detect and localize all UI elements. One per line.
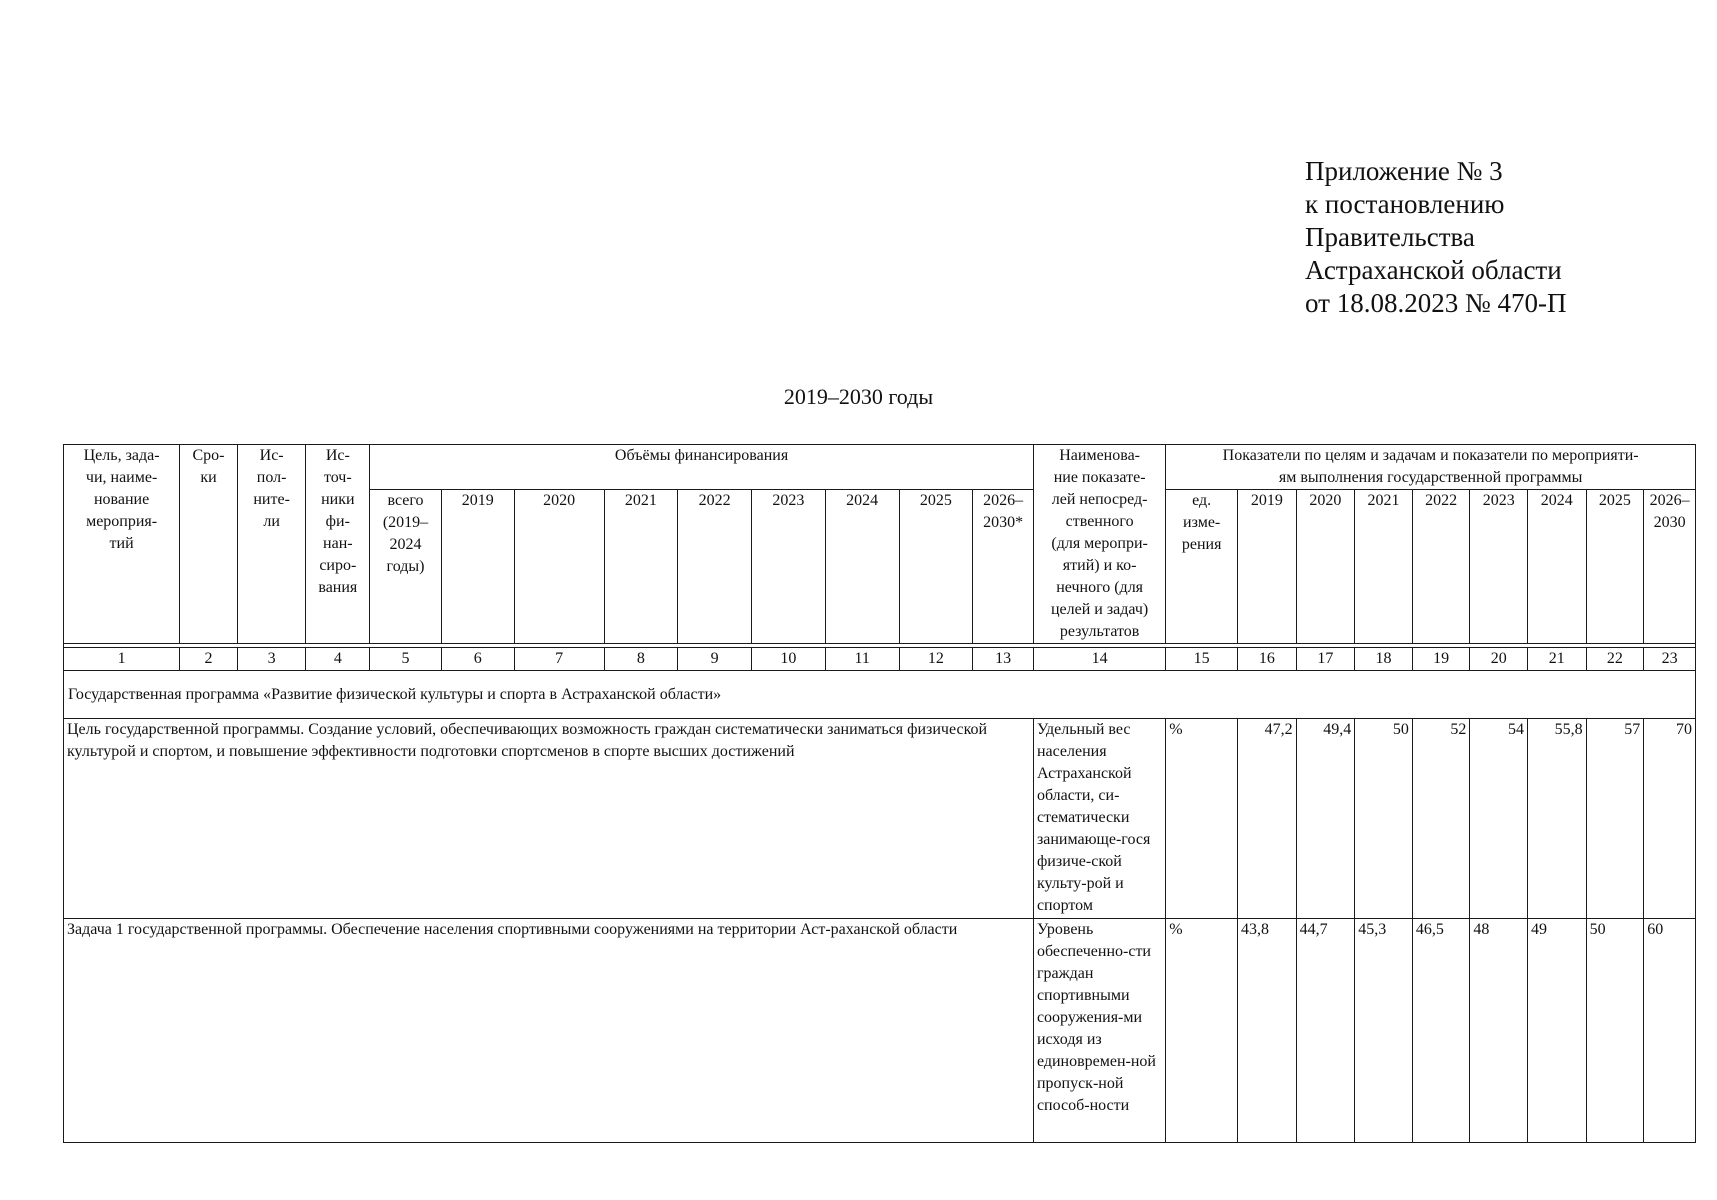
program-table xyxy=(63,444,1696,1143)
program-title-row xyxy=(64,671,1696,719)
col-number: 10 xyxy=(752,648,826,671)
indicator-unit-header xyxy=(1166,490,1238,644)
appendix-line: от 18.08.2023 № 470-П xyxy=(1305,288,1567,318)
indicator-col-2025: 2025 xyxy=(1586,490,1644,644)
row-value: 57 xyxy=(1586,719,1644,919)
row-value: 55,8 xyxy=(1528,719,1587,919)
header-terms-text: Сро- ки xyxy=(192,447,225,486)
funding-col-total xyxy=(370,490,442,644)
funding-col-2024: 2024 xyxy=(825,490,899,644)
funding-col-2025: 2025 xyxy=(899,490,973,644)
col-number: 5 xyxy=(370,648,442,671)
header-funding: Объёмы финансирования xyxy=(370,445,1034,490)
col-number: 23 xyxy=(1644,648,1696,671)
header-indicators-text: Показатели по целям и задачам и показатели по мероприяти- ям выполнения государственной программы xyxy=(1222,447,1639,486)
row-text: Цель государственной программы. Создание условий, обеспечивающих возможность граждан систематически заниматься физической культурой и спортом, и повышение эффективности подготовки спортсменов в спорте высших достижений xyxy=(64,719,1034,919)
funding-col-2023: 2023 xyxy=(752,490,826,644)
indicator-col-2024: 2024 xyxy=(1528,490,1587,644)
col-number: 14 xyxy=(1033,648,1165,671)
row-text: Задача 1 государственной программы. Обеспечение населения спортивными сооружениями на территории Аст-раханской области xyxy=(64,919,1034,1143)
row-indicator: Уровень обеспеченно-сти граждан спортивными сооружения-ми исходя из единовремен-ной пропуск-ной способ-ности xyxy=(1033,919,1165,1143)
col-number: 19 xyxy=(1412,648,1470,671)
funding-col-2020: 2020 xyxy=(514,490,604,644)
col-number: 9 xyxy=(678,648,752,671)
indicator-col-2021: 2021 xyxy=(1355,490,1413,644)
row-value: 43,8 xyxy=(1238,919,1297,1143)
col-number: 12 xyxy=(899,648,973,671)
col-number: 13 xyxy=(973,648,1034,671)
appendix-line: к постановлению xyxy=(1305,189,1505,219)
col-number: 2 xyxy=(180,648,238,671)
col-number: 8 xyxy=(604,648,678,671)
header-executors-text: Ис- пол- ните- ли xyxy=(253,447,290,530)
row-value: 52 xyxy=(1412,719,1470,919)
row-unit: % xyxy=(1166,719,1238,919)
row-value: 54 xyxy=(1470,719,1528,919)
row-value: 50 xyxy=(1586,919,1644,1143)
col-number: 20 xyxy=(1470,648,1528,671)
header-executors xyxy=(237,445,306,644)
indicator-col-2022: 2022 xyxy=(1412,490,1470,644)
header-terms xyxy=(180,445,238,644)
header-indicator-name xyxy=(1033,445,1165,644)
header-sources-text: Ис- точ- ники фи- нан- сиро- вания xyxy=(318,447,358,596)
period-subtitle: 2019–2030 годы xyxy=(783,384,934,409)
row-value: 49,4 xyxy=(1296,719,1355,919)
row-value: 47,2 xyxy=(1238,719,1297,919)
row-value: 44,7 xyxy=(1296,919,1355,1143)
col-number: 15 xyxy=(1166,648,1238,671)
header-goal xyxy=(64,445,180,644)
appendix-line: Приложение № 3 xyxy=(1305,156,1503,186)
col-number: 11 xyxy=(825,648,899,671)
row-value: 60 xyxy=(1644,919,1696,1143)
header-indicators xyxy=(1166,445,1696,490)
col-number: 3 xyxy=(237,648,306,671)
funding-col-2026-2030-text: 2026– 2030* xyxy=(983,492,1024,531)
col-number: 21 xyxy=(1528,648,1587,671)
appendix-line: Правительства xyxy=(1305,222,1475,252)
row-value: 48 xyxy=(1470,919,1528,1143)
row-indicator: Удельный вес населения Астраханской области, си-стематически занимающе-гося физиче-ской культу-рой и спортом xyxy=(1033,719,1165,919)
header-sources xyxy=(306,445,370,644)
row-value: 70 xyxy=(1644,719,1696,919)
row-value: 46,5 xyxy=(1412,919,1470,1143)
appendix-block xyxy=(1305,155,1566,320)
column-numbers-row xyxy=(64,648,1696,671)
col-number: 1 xyxy=(64,648,180,671)
funding-col-2022: 2022 xyxy=(678,490,752,644)
funding-col-total-text: всего (2019– 2024 годы) xyxy=(382,492,429,575)
col-number: 17 xyxy=(1296,648,1355,671)
row-value: 45,3 xyxy=(1355,919,1413,1143)
col-number: 16 xyxy=(1238,648,1297,671)
funding-col-2019: 2019 xyxy=(441,490,514,644)
col-number: 4 xyxy=(306,648,370,671)
indicator-col-2019: 2019 xyxy=(1238,490,1297,644)
indicator-unit-header-text: ед. изме- рения xyxy=(1181,492,1222,553)
table-row xyxy=(64,919,1696,1143)
program-title: Государственная программа «Развитие физической культуры и спорта в Астраханской области» xyxy=(64,671,1696,719)
funding-col-2026-2030 xyxy=(973,490,1034,644)
row-unit: % xyxy=(1166,919,1238,1143)
header-goal-text: Цель, зада- чи, наиме- нование мероприя- тий xyxy=(83,447,160,552)
indicator-col-2020: 2020 xyxy=(1296,490,1355,644)
indicator-col-2026-2030 xyxy=(1644,490,1696,644)
row-value: 49 xyxy=(1528,919,1587,1143)
funding-col-2021: 2021 xyxy=(604,490,678,644)
col-number: 7 xyxy=(514,648,604,671)
row-value: 50 xyxy=(1355,719,1413,919)
appendix-line: Астраханской области xyxy=(1305,255,1562,285)
col-number: 22 xyxy=(1586,648,1644,671)
header-indicator-name-text: Наименова- ние показате- лей непосред- ственного (для меропри- ятий) и ко- нечного (для целей и задач) результатов xyxy=(1050,447,1149,640)
indicator-col-2023: 2023 xyxy=(1470,490,1528,644)
col-number: 6 xyxy=(441,648,514,671)
indicator-col-2026-2030-text: 2026– 2030 xyxy=(1649,492,1690,531)
table-row xyxy=(64,719,1696,919)
col-number: 18 xyxy=(1355,648,1413,671)
